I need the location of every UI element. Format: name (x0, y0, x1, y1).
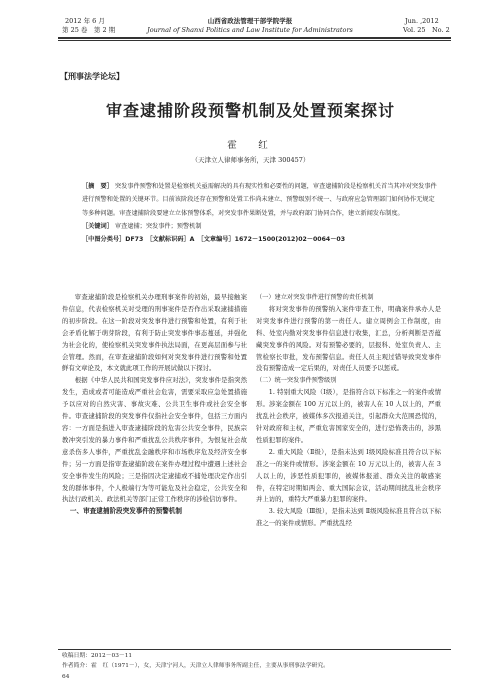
header-year-month: 2012 年 6 月 (65, 17, 105, 25)
subsection-heading: （一）建立对突发事件进行预警的责任机制 (256, 294, 374, 301)
keywords-label: ［关键词］ (82, 222, 113, 230)
subsection-heading: （二）统一突发事件预警级别 (256, 377, 337, 385)
body-paragraph: 1. 特别重大风险（Ⅰ级），是指符合以下标准之一的案件或情形。涉案金额在 100 万元以上的，被害人在 10 人以上的，严重扰乱社会秩序，被媒体多次报道关注，引起群众大范围恐慌的，针对政府和主权，严重危害国家安全的，进行恐怖袭击的，涉黑性质犯罪的案件。 (256, 388, 441, 444)
abstract-block (82, 180, 440, 246)
header-rule-bottom (58, 40, 451, 41)
keywords-line (82, 220, 440, 233)
body-paragraph: 2. 重大风险（Ⅱ级），是指未达到 Ⅰ级风险标准且符合以下标准之一的案件或情形。涉案金额在 10 万元以上的，被害人在 3 人以上的，涉恶性质犯罪的，被媒体报道、群众关注的敏感案件，在特定时期如两会、重大国际会议，活动期间扰乱社会秩序并上访的，重特大严重暴力犯罪的案件。 (256, 447, 441, 504)
header-date-en: Jun. ,2012 (405, 17, 439, 25)
right-column (256, 292, 441, 642)
abstract-text: 突发事件预警和处置是检察机关亟需解决的具有现实性和必要性的问题，审查逮捕阶段是检察机关首当其冲对突发事件进行预警和处置的关键环节。目前该阶段还存在预警和处置工作尚未建立、预警级别不统一、与政府应急管理部门如何协作无规定等多种问题。审查逮捕阶段要建立立体预警体系，对突发事件果断处置，并与政府部门协同合作，建立新闻发布制度。 (82, 183, 437, 217)
header-journal-en: Journal of Shanxi Politics and Law Institute for Administrators (147, 26, 353, 34)
header-journal-cn: 山西省政法管理干部学院学报 (207, 17, 293, 25)
page-number: 64 (62, 674, 70, 680)
body-paragraph: 将对突发事件的预警纳入案件审查工作，明确案件承办人是对突发事件进行预警的第一责任人。建立周例会工作制度，由科、处室内勤对突发事件信息进行收集，汇总，分析判断是否蕴藏突发事件的风险。对有预警必要的，层报科、处室负责人、主管检察长审批，发布预警信息。责任人员主观过错导致突发事件没有预警造成一定后果的，对责任人员要予以惩戒。 (256, 304, 441, 373)
body-paragraph: 3. 较大风险（Ⅲ级），是指未达到 Ⅱ级风险标准且符合以下标准之一的案件或情形。严重扰乱经 (256, 507, 441, 528)
abstract-label: ［摘 要］ (82, 183, 113, 190)
section-heading: 一、审查逮捕阶段突发事件的预警机制 (69, 507, 182, 516)
header-rule-top (58, 37, 451, 39)
body-paragraph: 审查逮捕阶段是检察机关办理刑事案件的初始，最早接触案件信息，代表检察机关对受理的刑事案件是否作出采取逮捕措施的初步阶段。在这一阶段对突发事件进行预警和处置，有利于社会矛盾化解于萌芽阶段，有利于防止突发事件事态蔓延，并强化为社会化的，使检察机关突发事件执法局面，在更高层面参与社会管理。然而，在审查逮捕阶段如何对突发事件进行预警和处置鲜有文章论及，本文就此项工作的开展试做以下探讨。 (62, 293, 247, 373)
body-paragraph: 根据《中华人民共和国突发事件应对法》，突发事件是指突然发生，造成或者可能造成严重社会危害，需要采取应急处置措施予以应对的自然灾害、事故灾难、公共卫生事件或社会安全事件。审查逮捕阶段的突发事件仅指社会安全事件，包括三方面内容：一方面是指进入审查逮捕阶段的危害公共安全事件，民族宗教冲突引发的暴力事件和严重扰乱公共秩序事件，为恨复社会故意杀伤多人事件，严重扰乱金融秩序和市场秩序危及经济安全事件；另一方面是指审查逮捕阶段在案件办理过程中遭遇上述社会安全事件发生的风险；三是指因决定逮捕或不捕处理决定作出引发的群体事件，个人极端行为等可能危及社会稳定，公共安全和执法行政机关、政法机关等部门正常工作秩序的涉检信访事件。 (62, 376, 247, 504)
classification-line: ［中图分类号］DF73 ［文献标识码］A ［文章编号］1672－1500(2012)02－0064－03 (82, 236, 346, 244)
abstract-paragraph (82, 180, 440, 220)
section-tag: 【刑事法学论坛】 (60, 72, 124, 81)
left-column (62, 292, 247, 642)
keywords-text: 审查逮捕；突发事件；预警机制 (114, 222, 202, 230)
article-title: 审查逮捕阶段预警机制及处置预案探讨 (105, 101, 395, 120)
header-volume-issue: 第 25 卷 第 2 期 (62, 26, 116, 34)
author-affiliation: （天津立人律师事务所，天津 300457） (191, 156, 310, 164)
header-vol-en: Vol. 25 No. 2 (403, 26, 450, 34)
footnote-rule (58, 649, 451, 650)
footnote-received: 收稿日期：2012－03－11 (62, 653, 133, 659)
author-name: 霍 红 (227, 140, 274, 151)
footnote-author-bio: 作者简介：霍 红（1971－），女，天津宁河人，天津立人律师事务所副主任，主要从事刑事法学研究。 (62, 663, 329, 669)
